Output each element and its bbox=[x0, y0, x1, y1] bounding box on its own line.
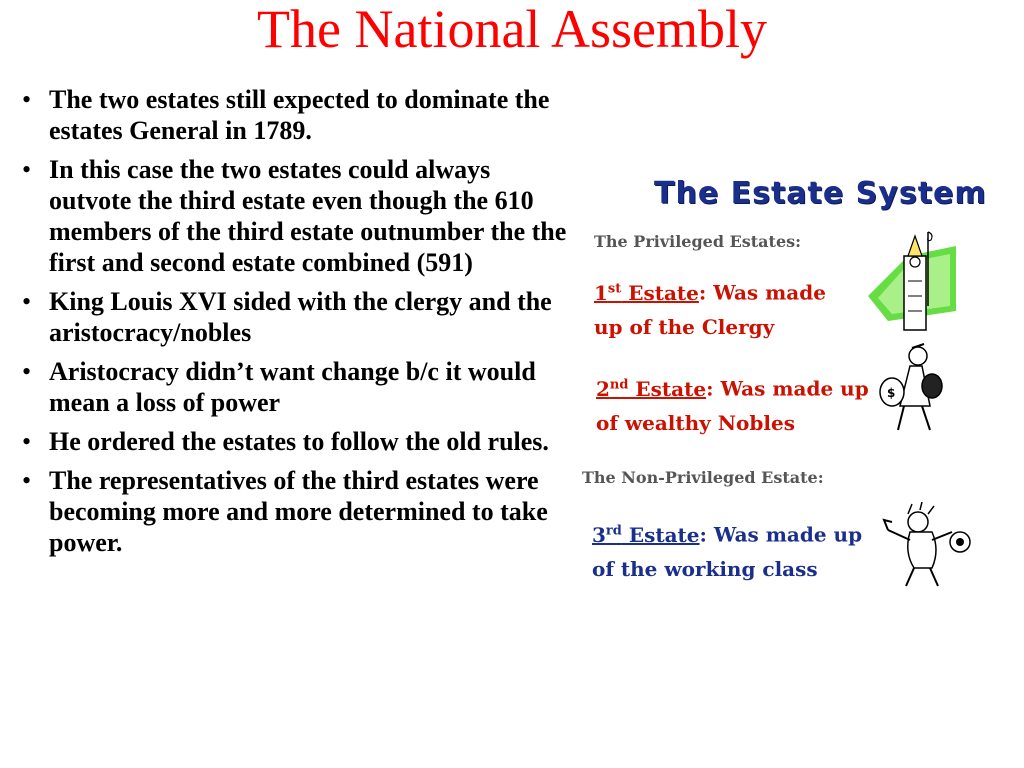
bullet-text: The representatives of the third estates were becoming more and more determined to take power. bbox=[49, 466, 548, 557]
first-estate-word: Estate bbox=[621, 280, 699, 305]
second-estate-word: Estate bbox=[628, 376, 707, 401]
worker-icon bbox=[878, 502, 978, 588]
bullet-list bbox=[20, 84, 576, 566]
first-estate-rest1: : Was made bbox=[698, 280, 826, 305]
bullet-marker: • bbox=[22, 155, 32, 184]
bullet-text: King Louis XVI sided with the clergy and the aristocracy/nobles bbox=[49, 287, 552, 347]
slide-title: The National Assembly bbox=[257, 0, 767, 59]
noble-icon bbox=[874, 342, 954, 434]
bullet-item bbox=[20, 356, 576, 418]
first-estate-text bbox=[594, 272, 826, 344]
third-estate-rest1: : Was made up bbox=[699, 522, 863, 547]
bullet-text: He ordered the estates to follow the old rules. bbox=[49, 427, 549, 456]
bullet-text: Aristocracy didn’t want change b/c it would mean a loss of power bbox=[49, 357, 536, 417]
bullet-item bbox=[20, 286, 576, 348]
bullet-item bbox=[20, 465, 576, 558]
privileged-estates-heading: The Privileged Estates: bbox=[594, 232, 802, 251]
second-estate-rest2: of wealthy Nobles bbox=[596, 410, 795, 435]
clergy-icon bbox=[868, 226, 956, 336]
bullet-item bbox=[20, 84, 576, 146]
third-estate-num: 3 bbox=[592, 522, 606, 547]
bullet-item bbox=[20, 426, 576, 457]
bullet-marker: • bbox=[22, 287, 32, 316]
bullet-marker: • bbox=[22, 357, 32, 386]
third-estate-text bbox=[592, 514, 862, 586]
third-estate-sup: rd bbox=[605, 523, 622, 538]
third-estate-rest2: of the working class bbox=[592, 556, 818, 581]
bullet-marker: • bbox=[22, 427, 32, 456]
bullet-item bbox=[20, 154, 576, 278]
second-estate-text bbox=[596, 368, 869, 440]
first-estate-sup: st bbox=[607, 281, 622, 296]
bullet-marker: • bbox=[22, 85, 32, 114]
nonprivileged-estate-heading: The Non-Privileged Estate: bbox=[582, 468, 824, 487]
second-estate-num: 2 bbox=[596, 376, 610, 401]
second-estate-rest1: : Was made up bbox=[706, 376, 869, 401]
third-estate-word: Estate bbox=[621, 522, 700, 547]
second-estate-sup: nd bbox=[609, 377, 629, 392]
first-estate-num: 1 bbox=[594, 280, 608, 305]
estate-system-graphic bbox=[578, 170, 998, 600]
bullet-text: In this case the two estates could always outvote the third estate even though the 610 members of the third estate outnumber the the first and second estate combined (591) bbox=[49, 155, 567, 277]
bullet-text: The two estates still expected to dominate the estates General in 1789. bbox=[49, 85, 550, 145]
svg-text:$: $ bbox=[887, 386, 896, 400]
estate-system-title: The Estate System bbox=[654, 176, 987, 211]
first-estate-rest2: up of the Clergy bbox=[594, 314, 775, 339]
bullet-marker: • bbox=[22, 466, 32, 495]
